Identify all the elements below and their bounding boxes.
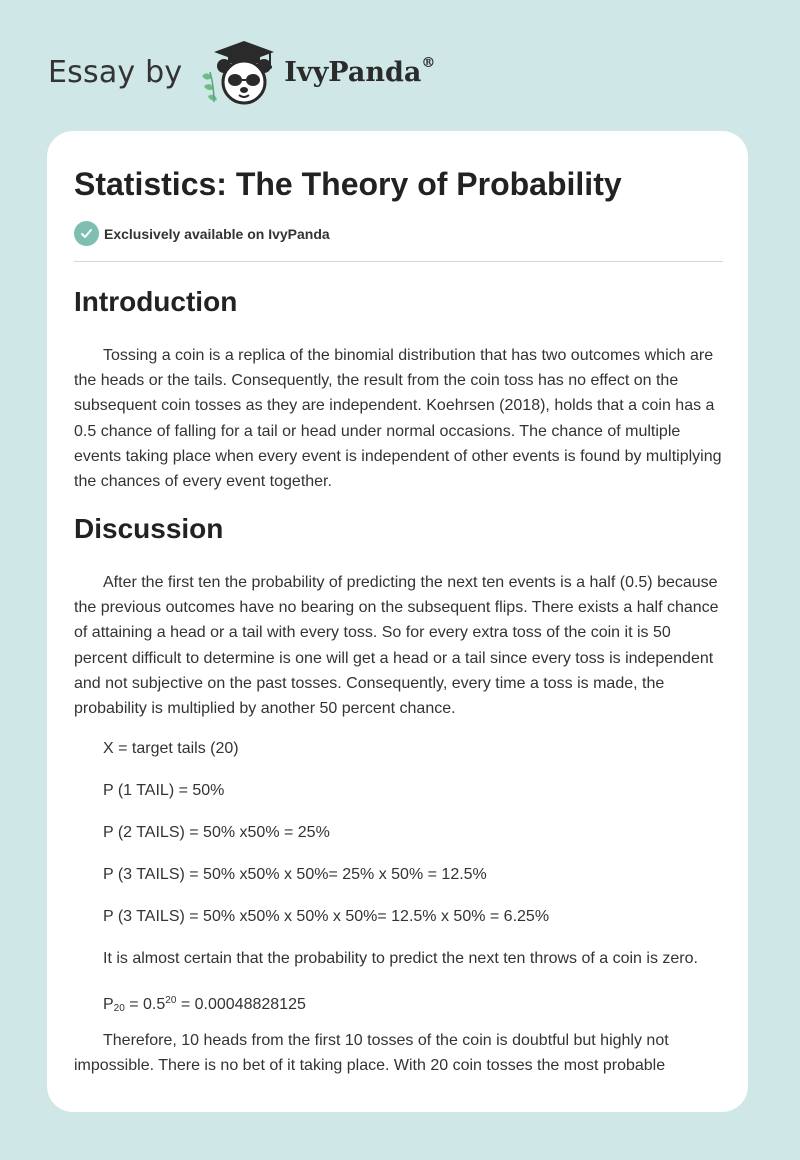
section-heading-discussion: Discussion <box>74 513 224 544</box>
equation-line: P (3 TAILS) = 50% x50% x 50% x 50%= 12.5% x 50% = 6.25% <box>103 908 550 925</box>
section-heading-introduction: Introduction <box>74 286 238 317</box>
introduction-paragraph: Tossing a coin is a replica of the binomial distribution that has two outcomes which are the heads or the tails. Consequently, the result from the coin toss has no effect on the subsequent coin tosses as they are independent. Koehrsen (2018), holds that a coin has a 0.5 chance of falling for a tail or head under normal occasions. The chance of multiple events taking place when every event is independent of other events is found by multiplying the chances of every event together. <box>74 347 722 491</box>
final-paragraph: Therefore, 10 heads from the first 10 tosses of the coin is doubtful but highly not impossible. There is no bet of it taking place. With 20 coin tosses the most probable <box>74 1032 669 1075</box>
check-icon <box>74 221 99 246</box>
site-header <box>48 36 435 108</box>
article-title: Statistics: The Theory of Probability <box>74 166 622 202</box>
probability-formula: $P_{20} = 0.5^{20} = 0.00048828125$ <box>103 995 306 1014</box>
panda-logo-icon[interactable] <box>194 36 278 108</box>
essay-by-label: Essay by <box>48 54 183 90</box>
discussion-paragraph: After the first ten the probability of predicting the next ten events is a half (0.5) because the previous outcomes have no bearing on the subsequent flips. There exists a half chance of attaining a head or a tail with every toss. So for every extra toss of the coin it is 50 percent difficult to determine is one will get a head or a tail since every toss is independent and not subjective on the past tosses. Consequently, every time a toss is made, the probability is multiplied by another 50 percent chance. <box>74 574 719 718</box>
certain-line: It is almost certain that the probability to predict the next ten throws of a coin is zero. <box>103 950 698 967</box>
article-card <box>47 131 748 1112</box>
equation-line: X = target tails (20) <box>103 740 239 757</box>
equation-line: P (3 TAILS) = 50% x50% x 50%= 25% x 50% = 12.5% <box>103 866 487 883</box>
title-divider <box>74 261 723 262</box>
equation-line: P (1 TAIL) = 50% <box>103 782 225 799</box>
exclusive-badge <box>74 221 330 246</box>
exclusive-label: Exclusively available on IvyPanda <box>104 225 330 242</box>
registered-mark: ® <box>421 54 436 71</box>
equation-line: P (2 TAILS) = 50% x50% = 25% <box>103 824 330 841</box>
brand-name[interactable]: IvyPanda® <box>284 54 436 88</box>
